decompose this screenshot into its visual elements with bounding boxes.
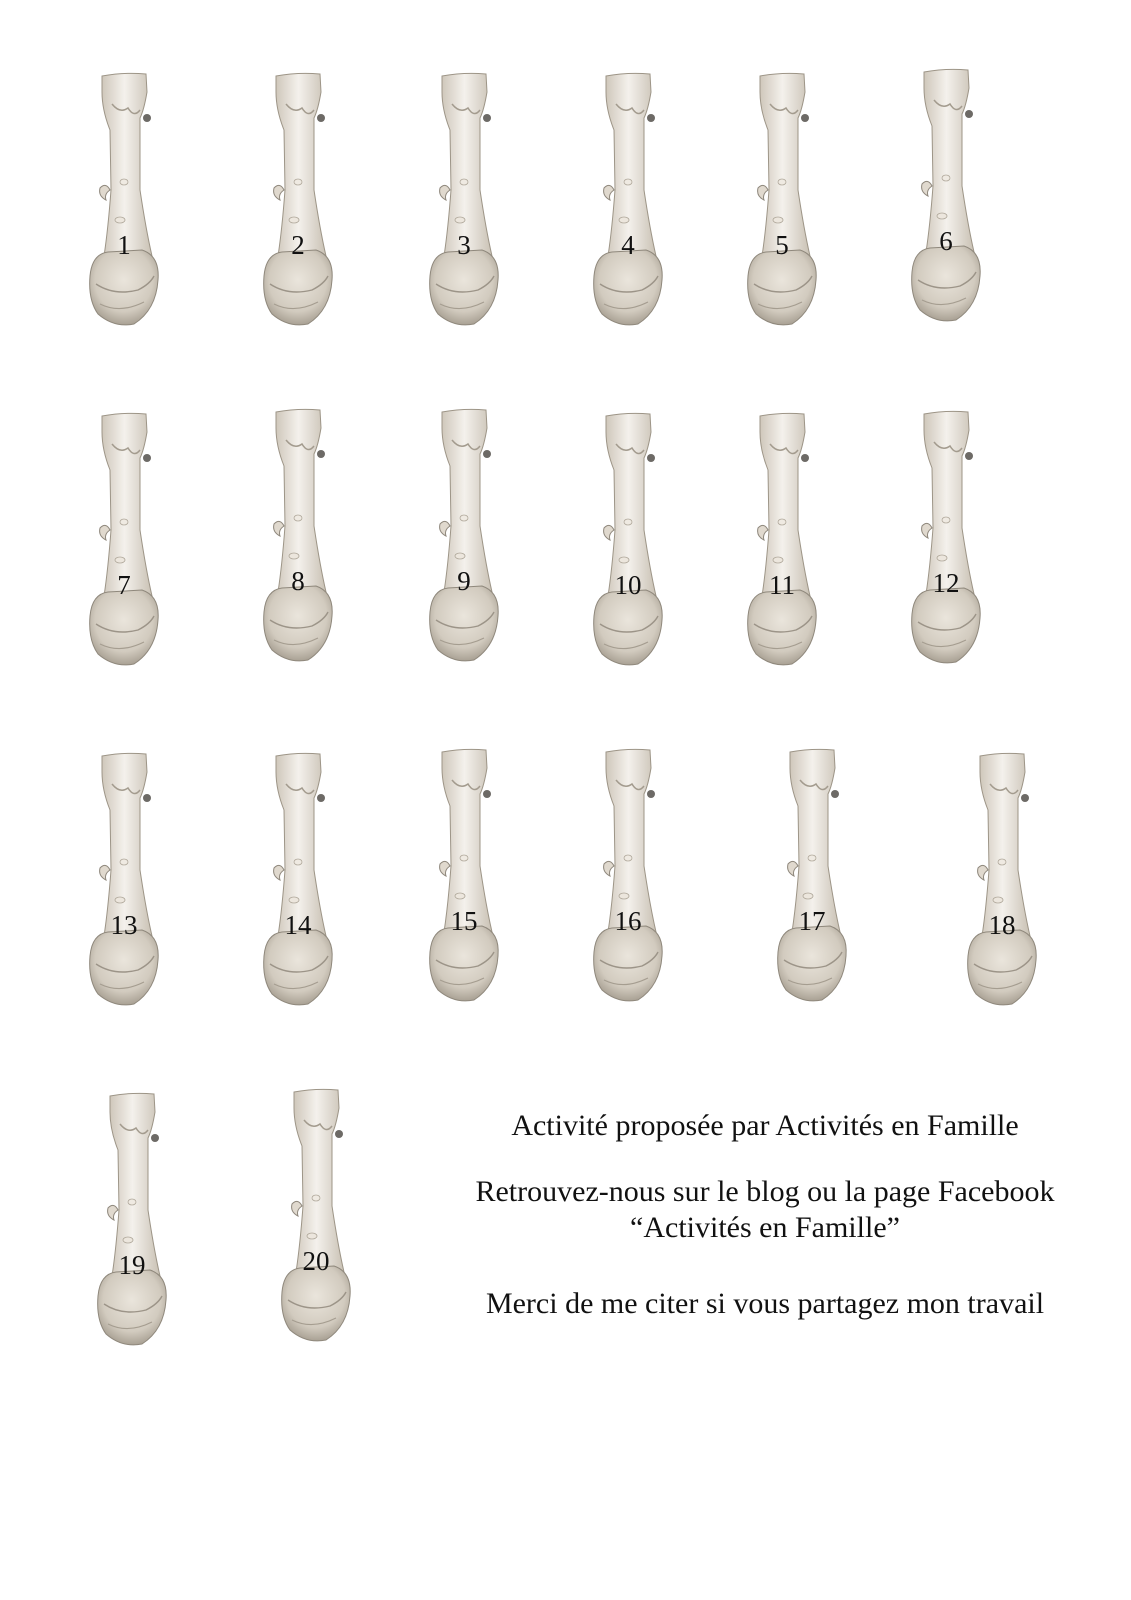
bone-card [906, 66, 986, 328]
credit-line-activity: Activité proposée par Activités en Famille [511, 1109, 1019, 1142]
bone-number: 17 [798, 906, 826, 936]
credits-block [420, 1108, 1110, 1322]
bone-card [906, 408, 986, 670]
bone-number: 20 [302, 1246, 330, 1276]
bone-number: 2 [291, 230, 305, 260]
bone-number: 11 [769, 570, 795, 600]
bone-card [84, 70, 164, 332]
bone-card [424, 70, 504, 332]
bone-card [588, 410, 668, 672]
bone-card [742, 70, 822, 332]
bone-number: 5 [775, 230, 789, 260]
bone-card [258, 406, 338, 668]
bone-number: 4 [621, 230, 635, 260]
credit-line-cite: Merci de me citer si vous partagez mon travail [485, 1287, 1045, 1320]
bone-number: 16 [614, 906, 642, 936]
bone-number: 14 [284, 910, 312, 940]
bone-number: 8 [291, 566, 305, 596]
credit-line-find-us: Retrouvez-nous sur le blog ou la page Facebook [475, 1175, 1055, 1208]
bone-card [84, 410, 164, 672]
bone-card [588, 746, 668, 1008]
credit-line-page-name: “Activités en Famille” [630, 1211, 900, 1244]
bone-card [424, 406, 504, 668]
bone-card [962, 750, 1042, 1012]
bone-number: 19 [118, 1250, 146, 1280]
bone-card [92, 1090, 172, 1352]
bone-card [258, 750, 338, 1012]
bone-card [742, 410, 822, 672]
bone-card [276, 1086, 356, 1348]
bone-number: 9 [457, 566, 471, 596]
bone-number: 3 [457, 230, 471, 260]
bone-number: 6 [939, 226, 953, 256]
bone-number: 7 [117, 570, 131, 600]
bone-card [424, 746, 504, 1008]
bone-card [258, 70, 338, 332]
bone-number: 13 [110, 910, 138, 940]
bone-number: 15 [450, 906, 478, 936]
bone-card [772, 746, 852, 1008]
bone-number: 10 [614, 570, 642, 600]
bone-number: 1 [117, 230, 131, 260]
bone-card [588, 70, 668, 332]
bone-number: 12 [932, 568, 960, 598]
bone-number: 18 [988, 910, 1016, 940]
bone-card [84, 750, 164, 1012]
